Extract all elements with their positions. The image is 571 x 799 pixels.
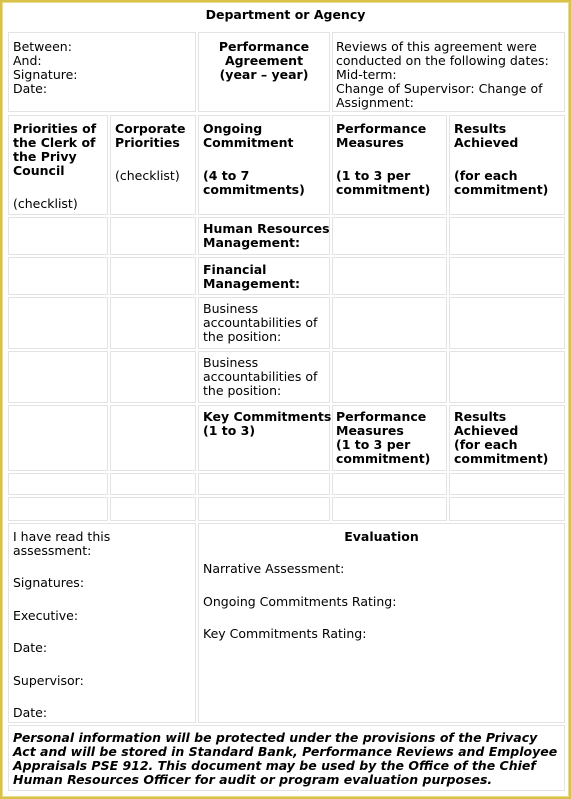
col-priorities-clerk-note: (checklist) [13, 196, 78, 211]
executive-label: Executive: [13, 608, 79, 623]
fin-label: Financial Management: [203, 262, 301, 291]
hr-label: Human Resources Management: [203, 221, 330, 250]
hr-col2 [110, 217, 196, 255]
key-col1 [8, 405, 108, 471]
empty2-col4 [332, 497, 447, 521]
col-ongoing-note: (4 to 7 commitments) [203, 168, 305, 197]
empty2-col2 [110, 497, 196, 521]
col-corporate-note: (checklist) [115, 168, 180, 183]
evaluation-cell [198, 523, 565, 723]
bus2-col1 [8, 351, 108, 403]
empty1-col5 [449, 473, 565, 495]
key-col2 [110, 405, 196, 471]
col-results-note: (for each commitment) [454, 168, 549, 197]
bus2-col5 [449, 351, 565, 403]
col-results: Results Achieved [454, 121, 519, 150]
ongoing-rating-label: Ongoing Commitments Rating: [203, 594, 397, 609]
key-rating-label: Key Commitments Rating: [203, 626, 367, 641]
reviews-text: Reviews of this agreement were conducted on the following dates: Mid-term: Change of Supervisor: Change of Assignment: [336, 39, 549, 110]
bus1-col2 [110, 297, 196, 349]
hr-col4 [332, 217, 447, 255]
empty1-col1 [8, 473, 108, 495]
narrative-label: Narrative Assessment: [203, 561, 345, 576]
bus1-col1 [8, 297, 108, 349]
key-commitments-label: Key Commitments (1 to 3) [203, 409, 332, 438]
bus2-col4 [332, 351, 447, 403]
evaluation-title: Evaluation [344, 529, 419, 544]
col-measures: Performance Measures [336, 121, 427, 150]
col-ongoing: Ongoing Commitment [203, 121, 294, 150]
empty2-col5 [449, 497, 565, 521]
empty1-col3 [198, 473, 330, 495]
hr-col1 [8, 217, 108, 255]
date-label-2: Date: [13, 705, 48, 720]
empty1-col4 [332, 473, 447, 495]
signatures-label: Signatures: [13, 575, 85, 590]
bus2-label: Business accountabilities of the position: [203, 355, 318, 398]
col-corporate: Corporate Priorities [115, 121, 186, 150]
bus1-label: Business accountabilities of the position: [203, 301, 318, 344]
read-assessment: I have read this assessment: [13, 529, 111, 558]
empty2-col3 [198, 497, 330, 521]
fin-col1 [8, 257, 108, 295]
col-measures-note: (1 to 3 per commitment) [336, 168, 431, 197]
hr-col5 [449, 217, 565, 255]
empty2-col1 [8, 497, 108, 521]
empty1-col2 [110, 473, 196, 495]
col-priorities-clerk: Priorities of the Clerk of the Privy Council [13, 121, 97, 178]
supervisor-label: Supervisor: [13, 673, 84, 688]
department-heading: Department or Agency [205, 7, 366, 22]
fin-col5 [449, 257, 565, 295]
bus1-col4 [332, 297, 447, 349]
bus1-col5 [449, 297, 565, 349]
parties-lines: Between: And: Signature: Date: [13, 39, 78, 96]
key-measures-label: Performance Measures (1 to 3 per commitment) [336, 409, 431, 466]
fin-col2 [110, 257, 196, 295]
agreement-title: Performance Agreement (year – year) [218, 39, 310, 82]
bus2-col2 [110, 351, 196, 403]
date-label-1: Date: [13, 640, 48, 655]
key-results-label: Results Achieved (for each commitment) [454, 409, 549, 466]
fin-col4 [332, 257, 447, 295]
privacy-notice: Personal information will be protected under the provisions of the Privacy Act and will be stored in Standard Bank, Performance Reviews and Employee Appraisals PSE 912. This document may be used by the Office of the Chief Human Resources Officer for audit or program evaluation purposes. [13, 730, 558, 787]
